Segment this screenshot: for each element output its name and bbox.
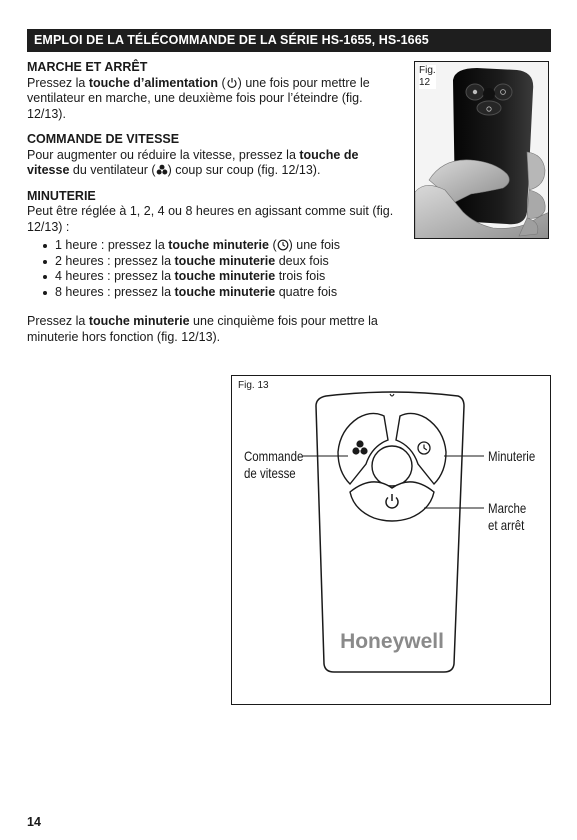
section-timer-intro: Peut être réglée à 1, 2, 4 ou 8 heures en agissant comme suit (fig. 12/13) :: [27, 204, 394, 234]
section-power-body: Pressez la touche d’alimentation ( ) une fois pour mettre le ventilateur en marche, une deuxième fois pour l’éteindre (fig. 12/13).: [27, 75, 370, 121]
callout-power-line1: Marche: [488, 500, 527, 516]
remote-control-drawing: [232, 376, 550, 704]
bullet-key-name: touche minuterie: [174, 253, 276, 268]
list-item: 1 heure : pressez la touche minuterie ( ) une fois: [41, 238, 397, 254]
figure-13-diagram: [231, 375, 551, 705]
section-timer-title: MINUTERIE: [27, 188, 96, 203]
callout-power-line2: et arrêt: [488, 517, 525, 533]
callout-speed-line2: de vitesse: [244, 465, 296, 481]
section-power-title: MARCHE ET ARRÊT: [27, 60, 148, 74]
section-speed: [27, 132, 397, 179]
callout-timer-label: Minuterie: [488, 448, 536, 464]
power-text-pre: Pressez la: [27, 75, 89, 90]
callout-speed-label: [244, 448, 303, 482]
timer-closing-text: [27, 314, 397, 345]
speed-text-post: ) coup sur coup (fig. 12/13).: [167, 163, 321, 177]
list-item: [41, 285, 397, 301]
figure-12-label: [419, 65, 436, 89]
center-button-outline: [372, 446, 412, 486]
list-item: [41, 269, 397, 285]
bullet-text-post: trois fois: [275, 269, 326, 283]
instructions-column: [27, 60, 397, 345]
bullet-key-name: touche minuterie: [174, 269, 276, 283]
figure-12-photo: [414, 61, 549, 239]
bullet-text-post: une fois: [292, 238, 341, 252]
timer-icon: [277, 239, 289, 251]
honeywell-logo: Honeywell: [340, 630, 444, 653]
list-item: [41, 254, 397, 270]
fig12-label-line2: 12: [419, 77, 431, 88]
power-text-post: une fois pour mettre le ventilateur en marche, une deuxième fois pour l’éteindre (fig. 12/13).: [27, 75, 370, 121]
page-number: 14: [27, 815, 41, 829]
bullet-text-pre: 2 heures : pressez la: [55, 253, 175, 268]
callout-power-label: [488, 500, 526, 534]
closing-text-pre: Pressez la: [27, 314, 89, 328]
power-key-name: touche d’alimentation: [88, 75, 219, 90]
bullet-text-pre: 4 heures : pressez la: [55, 269, 175, 283]
header-title: EMPLOI DE LA TÉLÉCOMMANDE DE LA SÉRIE HS-1655, HS-1665: [34, 33, 429, 47]
closing-key-name: touche minuterie: [88, 314, 190, 328]
bullet-text-pre: 8 heures : pressez la: [55, 284, 175, 299]
fig12-label-line1: Fig.: [419, 65, 436, 76]
callout-speed-line1: Commande: [244, 448, 304, 464]
closing-text-post: une cinquième fois pour mettre la minuterie hors fonction (fig. 12/13).: [27, 314, 378, 344]
fan-icon: [156, 164, 168, 176]
speed-text-pre: Pour augmenter ou réduire la vitesse, pressez la: [27, 147, 300, 162]
section-power: [27, 60, 397, 122]
section-speed-title: COMMANDE DE VITESSE: [27, 132, 180, 146]
section-speed-body: [27, 148, 397, 179]
speed-key-name: touche de vitesse: [27, 147, 359, 177]
page-header: [27, 29, 551, 52]
section-timer: [27, 189, 397, 346]
bullet-key-name: touche minuterie: [174, 284, 276, 299]
timer-bullet-list: [27, 238, 397, 300]
power-icon: [226, 77, 238, 89]
figure-13-label: Fig. 13: [238, 380, 269, 391]
bullet-key-name: touche minuterie: [168, 238, 269, 252]
bullet-text-pre: 1 heure : pressez la: [55, 238, 169, 252]
bullet-text-post: deux fois: [275, 253, 329, 268]
bullet-text-post: quatre fois: [275, 284, 338, 299]
speed-text-mid: du ventilateur (: [69, 163, 156, 177]
